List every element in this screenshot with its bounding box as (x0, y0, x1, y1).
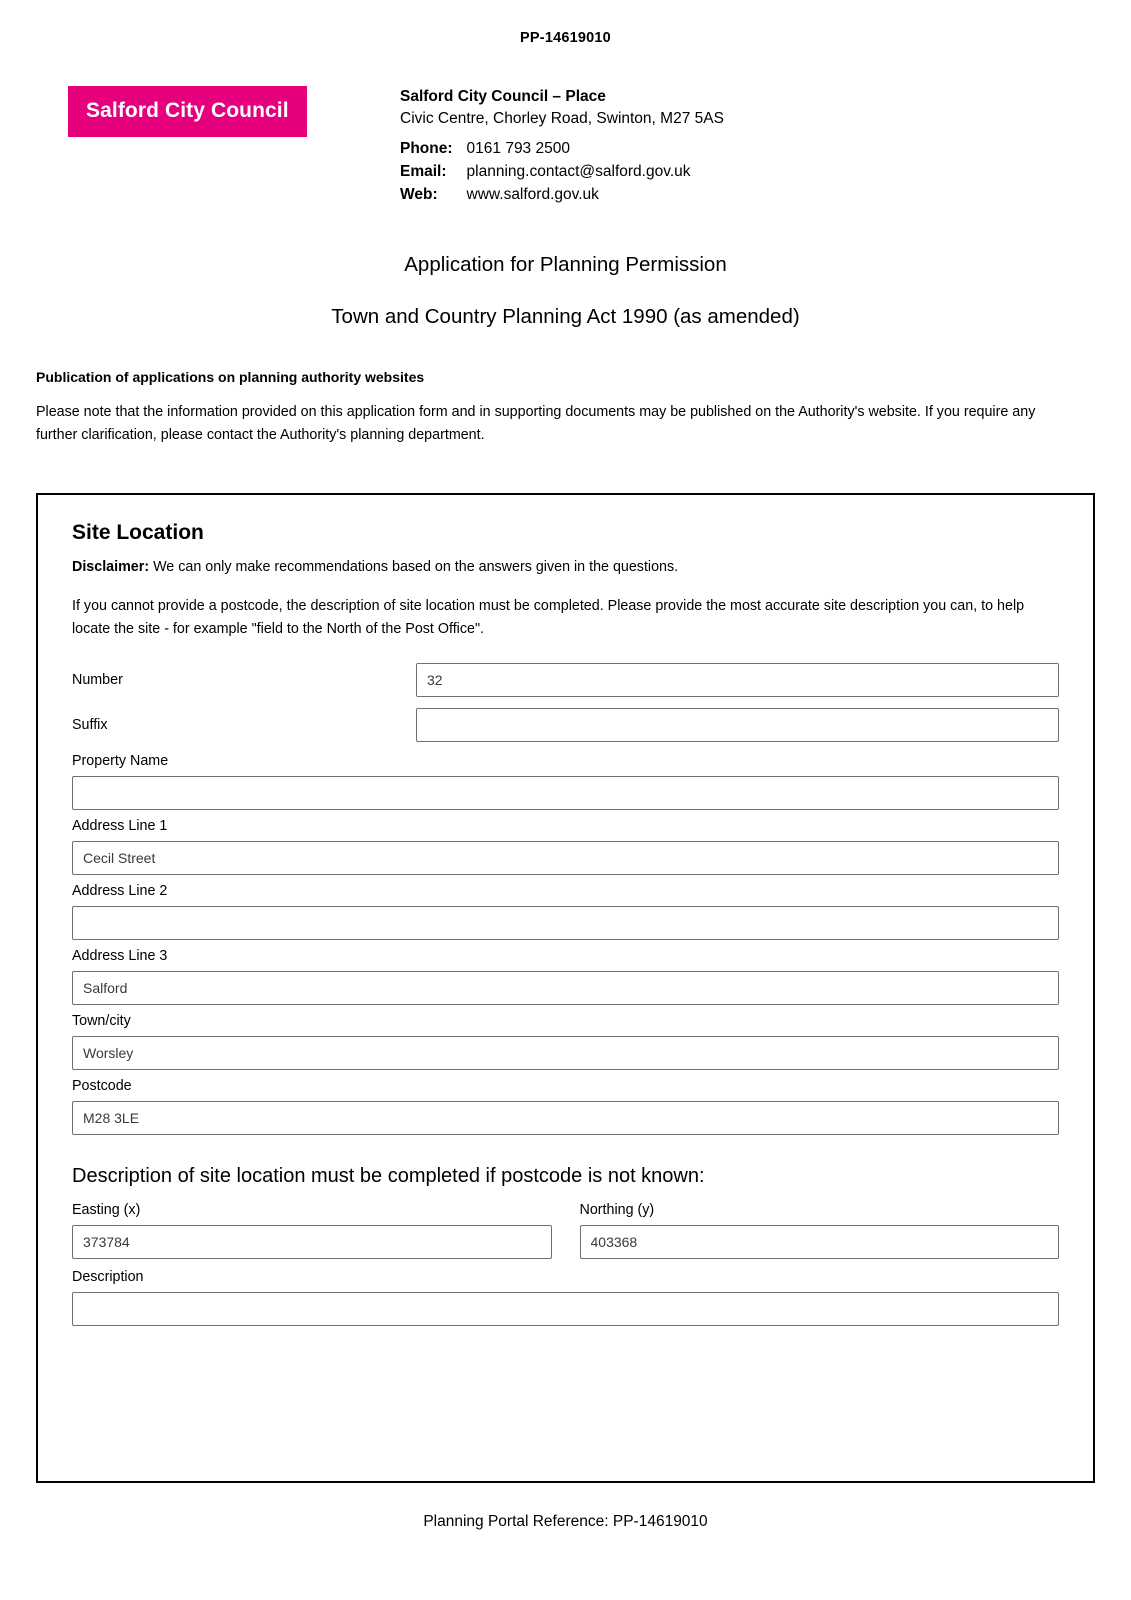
property-name-input[interactable] (72, 776, 1059, 810)
contact-row-email (400, 161, 691, 184)
label-easting: Easting (x) (72, 1202, 141, 1219)
contact-value-web: www.salford.gov.uk (466, 186, 599, 203)
address-line-2-input[interactable] (72, 906, 1059, 940)
field-address-line-1 (72, 818, 1059, 875)
address-line-1-input[interactable] (72, 841, 1059, 875)
logo-container (36, 86, 336, 137)
field-address-line-2 (72, 883, 1059, 940)
label-suffix: Suffix (72, 717, 108, 734)
contact-label-phone: Phone: (400, 140, 453, 157)
site-location-note: If you cannot provide a postcode, the description of site location must be completed. Please provide the most accurate site description you can, to help locate the site - for example "field to the North of the Post Office". (72, 597, 1025, 637)
label-number: Number (72, 672, 123, 689)
contact-table (400, 138, 691, 207)
field-number (72, 663, 1059, 697)
salford-city-council-logo: Salford City Council (68, 86, 307, 137)
page-footer: Planning Portal Reference: PP-14619010 (423, 1513, 708, 1531)
label-address-line-2: Address Line 2 (72, 883, 168, 900)
council-name: Salford City Council – Place (400, 88, 606, 105)
contact-label-email: Email: (400, 163, 447, 180)
field-easting (72, 1202, 552, 1259)
label-address-line-3: Address Line 3 (72, 948, 168, 965)
publication-body: Please note that the information provided on this application form and in supporting documents may be published on the Authority's website. If you require any further clarification, please contact the Authority's planning department. (36, 404, 1036, 444)
postcode-input[interactable] (72, 1101, 1059, 1135)
field-address-line-3 (72, 948, 1059, 1005)
town-city-input[interactable] (72, 1036, 1059, 1070)
contact-value-email: planning.contact@salford.gov.uk (466, 163, 691, 180)
label-property-name: Property Name (72, 753, 169, 770)
act-title: Town and Country Planning Act 1990 (as amended) (331, 305, 800, 328)
easting-input[interactable] (72, 1225, 552, 1259)
disclaimer-text: We can only make recommendations based on the answers given in the questions. (149, 559, 679, 576)
contact-row-phone (400, 138, 691, 161)
section-title: Site Location (72, 521, 204, 545)
description-input[interactable] (72, 1292, 1059, 1326)
field-postcode (72, 1078, 1059, 1135)
field-northing (580, 1202, 1060, 1259)
disclaimer (72, 557, 1059, 578)
coordinates-row (72, 1202, 1059, 1259)
field-town-city (72, 1013, 1059, 1070)
description-section-title: Description of site location must be completed if postcode is not known: (72, 1165, 705, 1188)
suffix-input[interactable] (416, 708, 1059, 742)
label-description: Description (72, 1269, 144, 1286)
application-title: Application for Planning Permission (404, 253, 727, 276)
document-header (36, 86, 1095, 207)
publication-heading: Publication of applications on planning authority websites (36, 369, 425, 385)
field-suffix (72, 708, 1059, 742)
contact-value-phone: 0161 793 2500 (466, 140, 570, 157)
northing-input[interactable] (580, 1225, 1060, 1259)
council-address: Civic Centre, Chorley Road, Swinton, M27 5AS (400, 110, 724, 127)
field-description (72, 1269, 1059, 1326)
input-wrap-suffix (416, 708, 1059, 742)
label-northing: Northing (y) (579, 1202, 655, 1219)
disclaimer-label: Disclaimer: (72, 559, 150, 576)
contact-label-web: Web: (400, 186, 438, 203)
document-reference: PP-14619010 (520, 30, 611, 46)
input-wrap-number (416, 663, 1059, 697)
council-contact-block (336, 86, 1095, 207)
contact-row-web (400, 184, 691, 207)
field-property-name (72, 753, 1059, 810)
address-line-3-input[interactable] (72, 971, 1059, 1005)
number-input[interactable] (416, 663, 1059, 697)
label-address-line-1: Address Line 1 (72, 818, 168, 835)
label-postcode: Postcode (72, 1078, 132, 1095)
site-location-section (36, 493, 1095, 1483)
label-town-city: Town/city (72, 1013, 131, 1030)
